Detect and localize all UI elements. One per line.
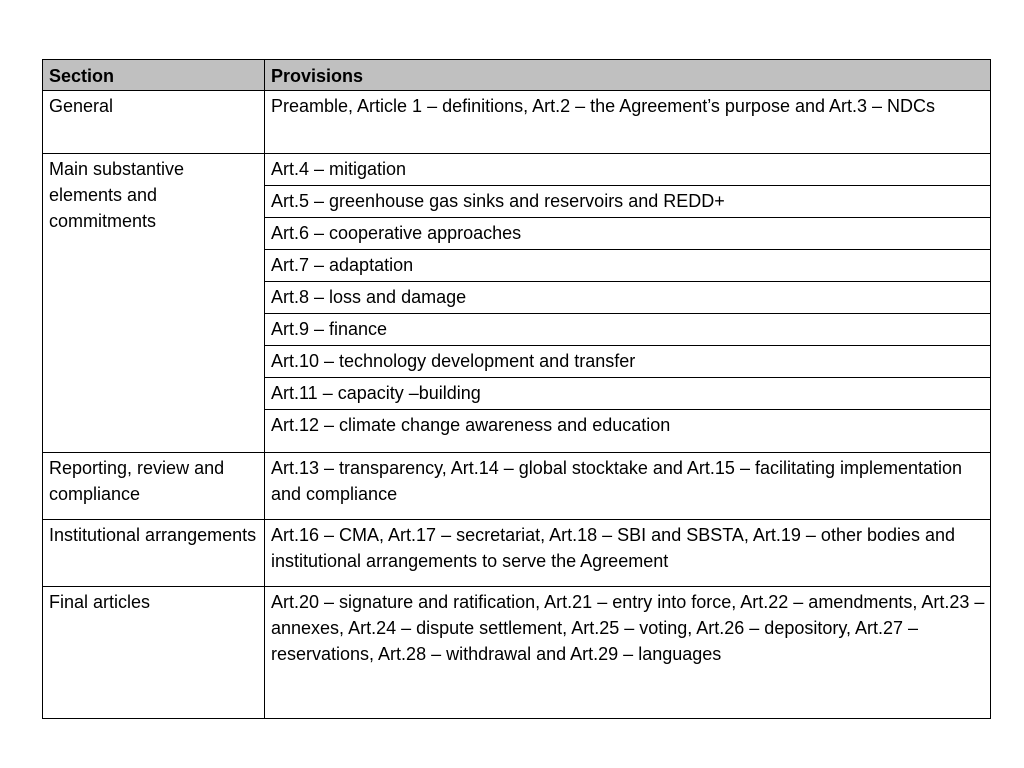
section-cell: General <box>43 91 265 154</box>
section-cell: Reporting, review and compliance <box>43 453 265 520</box>
table-row <box>43 587 991 719</box>
provisions-cell: Art.5 – greenhouse gas sinks and reservoirs and REDD+ <box>265 186 991 218</box>
table-row <box>43 453 991 520</box>
provisions-cell: Art.10 – technology development and transfer <box>265 346 991 378</box>
provisions-cell: Art.12 – climate change awareness and education <box>265 410 991 453</box>
provisions-cell: Art.13 – transparency, Art.14 – global stocktake and Art.15 – facilitating implementation and compliance <box>265 453 991 520</box>
table-header-row <box>43 60 991 91</box>
provisions-cell: Preamble, Article 1 – definitions, Art.2 – the Agreement’s purpose and Art.3 – NDCs <box>265 91 991 154</box>
provisions-cell: Art.20 – signature and ratification, Art.21 – entry into force, Art.22 – amendments, Art.23 – annexes, Art.24 – dispute settlement, Art.25 – voting, Art.26 – depository, Art.27 – reservations, Art.28 – withdrawal and Art.29 – languages <box>265 587 991 719</box>
provisions-cell: Art.11 – capacity –building <box>265 378 991 410</box>
provisions-cell: Art.7 – adaptation <box>265 250 991 282</box>
section-cell: Final articles <box>43 587 265 719</box>
section-cell: Main substantive elements and commitments <box>43 154 265 453</box>
table-row <box>43 91 991 154</box>
provisions-cell: Art.6 – cooperative approaches <box>265 218 991 250</box>
provisions-cell: Art.9 – finance <box>265 314 991 346</box>
provisions-table <box>42 59 991 719</box>
section-cell: Institutional arrangements <box>43 520 265 587</box>
table-row <box>43 520 991 587</box>
provisions-cell: Art.16 – CMA, Art.17 – secretariat, Art.18 – SBI and SBSTA, Art.19 – other bodies and institutional arrangements to serve the Agreement <box>265 520 991 587</box>
provisions-cell: Art.8 – loss and damage <box>265 282 991 314</box>
provisions-cell: Art.4 – mitigation <box>265 154 991 186</box>
table-row <box>43 154 991 186</box>
header-provisions: Provisions <box>265 60 991 91</box>
header-section: Section <box>43 60 265 91</box>
